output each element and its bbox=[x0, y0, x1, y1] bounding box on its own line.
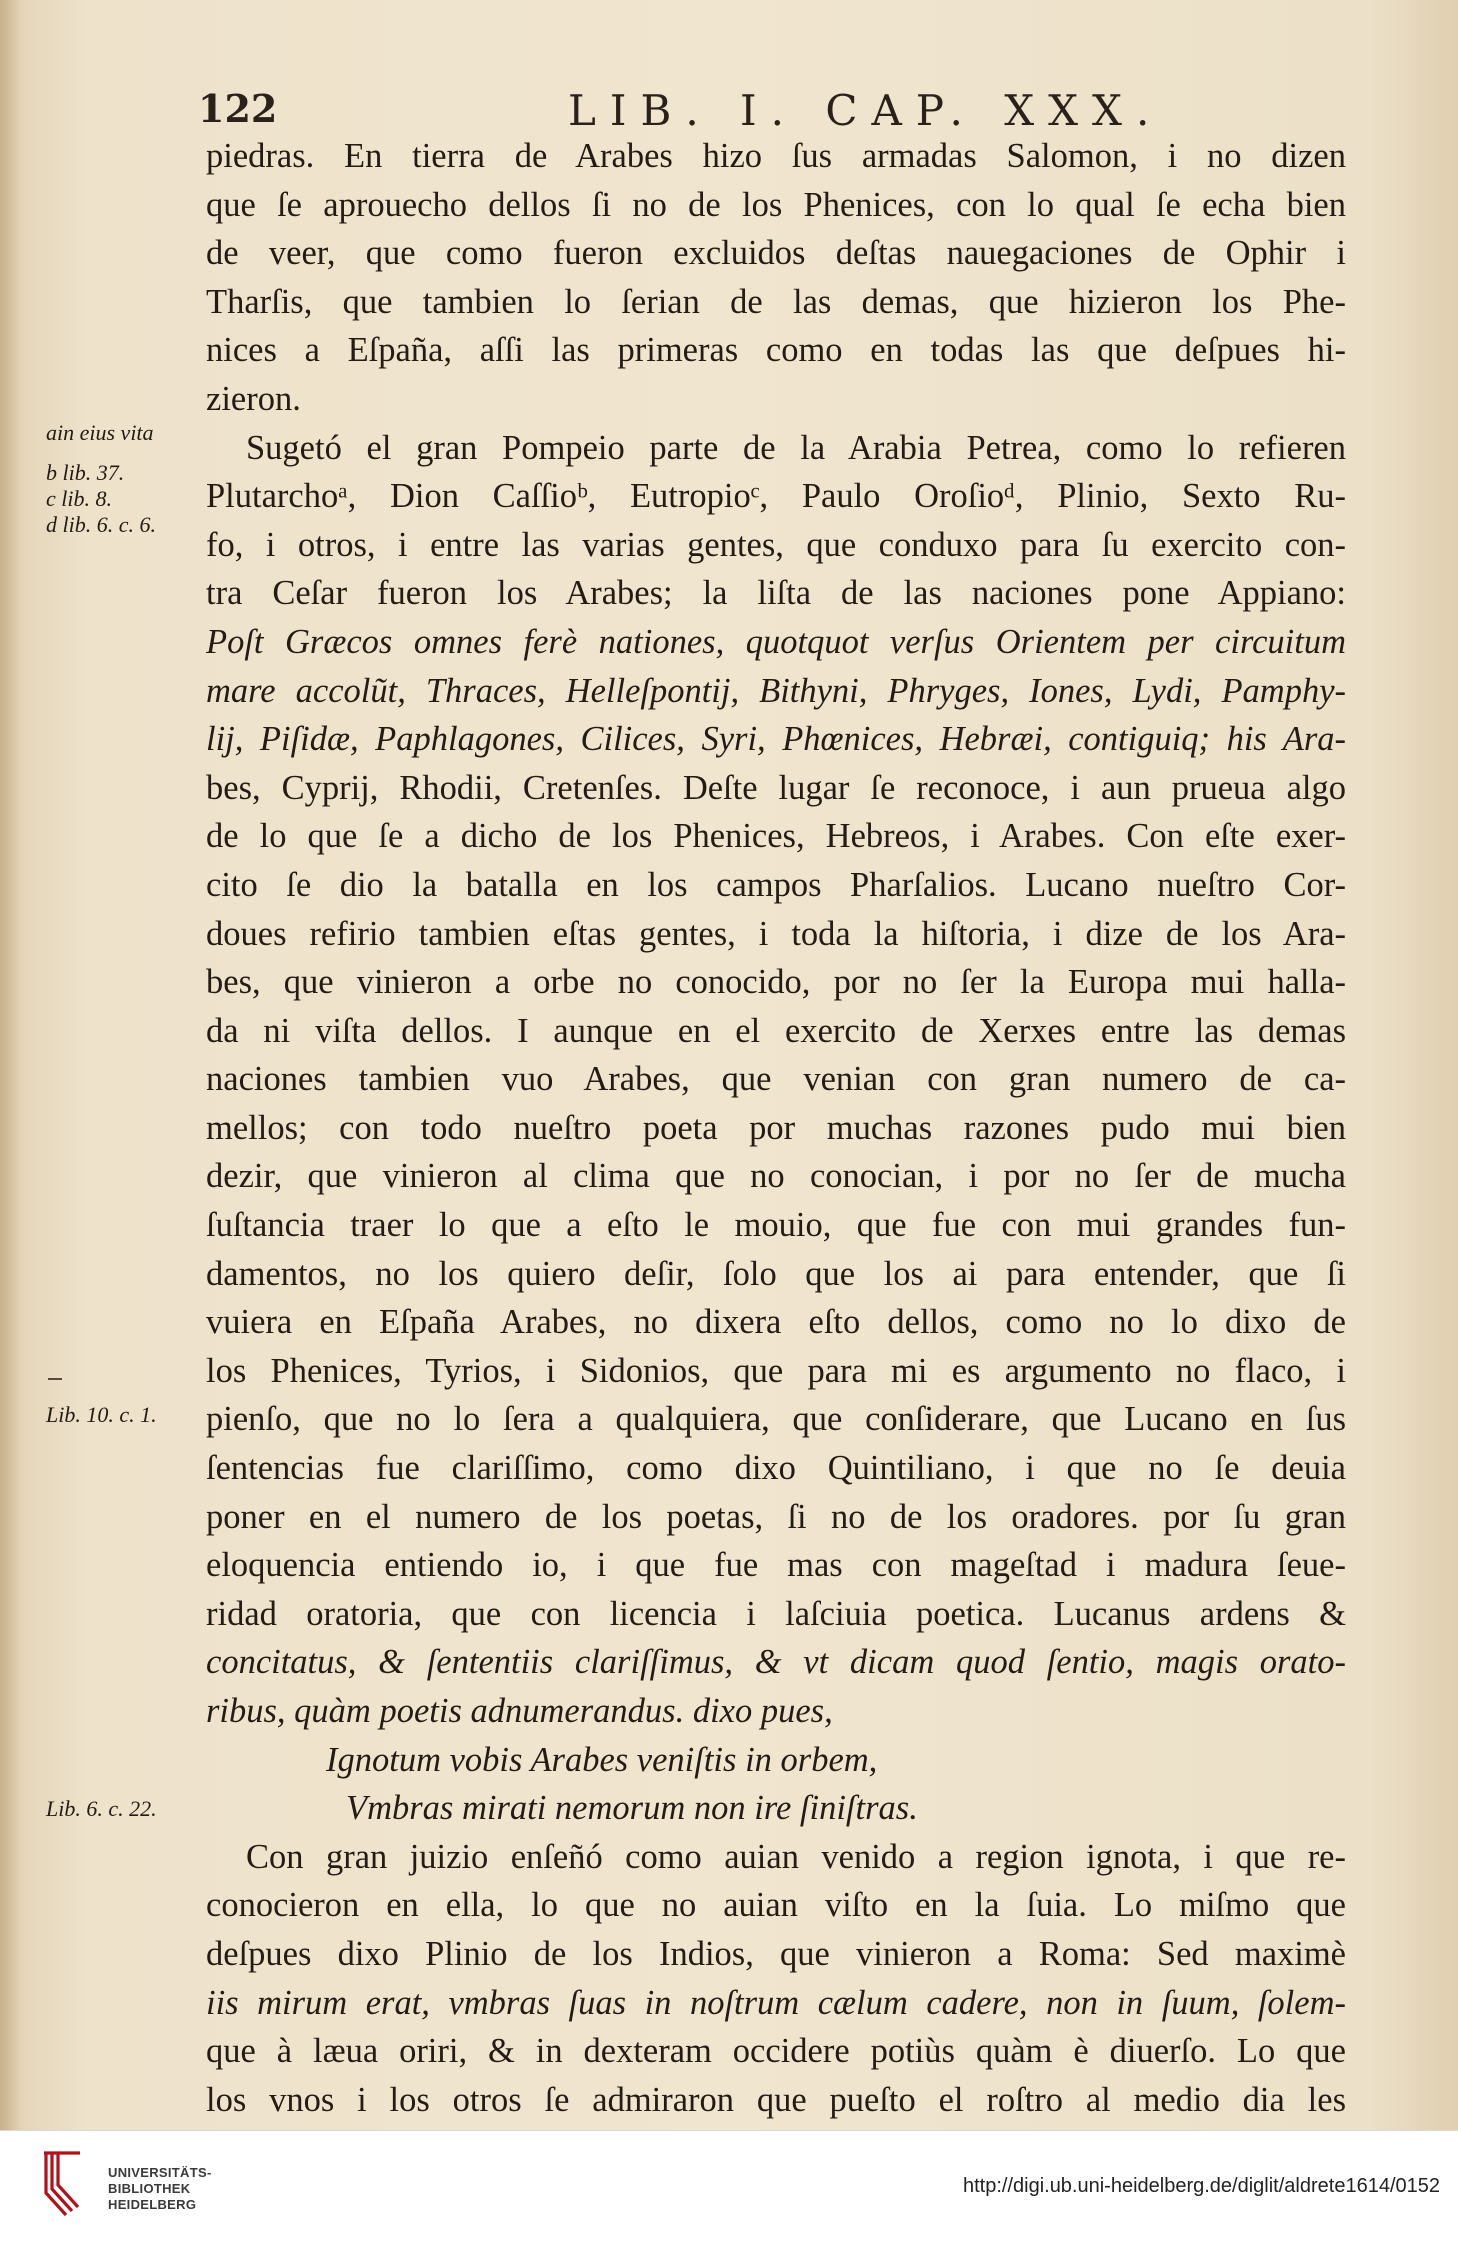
margin-dash bbox=[48, 1378, 62, 1380]
margin-note: d lib. 6. c. 6. bbox=[46, 512, 156, 537]
university-library-logo-icon bbox=[36, 2149, 90, 2219]
text-line: Tharſis, que tambien lo ſerian de las demas, que hizieron los Phe- bbox=[206, 282, 1346, 321]
text-line: los Phenices, Tyrios, i Sidonios, que para mi es argumento no flaco, i bbox=[206, 1351, 1346, 1390]
text-line: de veer, que como fueron excluidos deſtas nauegaciones de Ophir i bbox=[206, 234, 1346, 273]
text-line: pienſo, que no lo ſera a qualquiera, que conſiderare, que Lucano en ſus bbox=[206, 1400, 1346, 1439]
institution-name bbox=[108, 2165, 212, 2213]
text-line: eloquencia entiendo io, i que fue mas con mageſtad i madura ſeue- bbox=[206, 1546, 1346, 1585]
text-line: mellos; con todo nueſtro poeta por muchas razones pudo mui bien bbox=[206, 1108, 1346, 1147]
verse-line: Ignotum vobis Arabes veniſtis in orbem, bbox=[326, 1740, 878, 1779]
source-url-link[interactable]: http://digi.ub.uni-heidelberg.de/diglit/aldrete1614/0152 bbox=[962, 2175, 1440, 2197]
verse-line: Vmbras mirati nemorum non ire ſiniſtras. bbox=[346, 1789, 918, 1828]
text-line: dezir, que vinieron al clima que no conocian, i por no ſer de mucha bbox=[206, 1157, 1346, 1196]
text-line: Plutarchoᵃ, Dion Caſſioᵇ, Eutropioᶜ, Paulo Oroſioᵈ, Plinio, Sexto Ru- bbox=[206, 477, 1346, 516]
text-line: ſentencias fue clariſſimo, como dixo Quintiliano, i que no ſe deuia bbox=[206, 1449, 1346, 1488]
text-line: ridad oratoria, que con licencia i laſciuia poetica. Lucanus ardens & bbox=[206, 1594, 1346, 1633]
text-line: nices a Eſpaña, aſſi las primeras como en todas las que deſpues hi- bbox=[206, 331, 1346, 370]
text-line: Con gran juizio enſeñó como auian venido a region ignota, i que re- bbox=[246, 1837, 1346, 1876]
text-line: poner en el numero de los poetas, ſi no de los oradores. por ſu gran bbox=[206, 1497, 1346, 1536]
text-line: Sugetó el gran Pompeio parte de la Arabia Petrea, como lo refieren bbox=[246, 428, 1346, 467]
text-line: bes, que vinieron a orbe no conocido, por no ſer la Europa mui halla- bbox=[206, 963, 1346, 1002]
footer-bar bbox=[0, 2130, 1458, 2243]
running-head: LIB. I. CAP. XXX. bbox=[568, 86, 1164, 135]
margin-note: Lib. 6. c. 22. bbox=[46, 1796, 157, 1821]
text-line: vuiera en Eſpaña Arabes, no dixera eſto dellos, como no lo dixo de bbox=[206, 1303, 1346, 1342]
page-header bbox=[198, 86, 1346, 136]
text-line: damentos, no los quiero deſir, ſolo que los ai para entender, que ſi bbox=[206, 1254, 1346, 1293]
margin-note: c lib. 8. bbox=[46, 486, 112, 511]
body-text bbox=[206, 132, 1346, 2173]
text-line: de lo que ſe a dicho de los Phenices, Hebreos, i Arabes. Con eſte exer- bbox=[206, 817, 1346, 856]
text-line: da ni viſta dellos. I aunque en el exercito de Xerxes entre las demas bbox=[206, 1011, 1346, 1050]
text-line: naciones tambien vuo Arabes, que venian con gran numero de ca- bbox=[206, 1060, 1346, 1099]
text-line: lij, Piſidæ, Paphlagones, Cilices, Syri, Phœnices, Hebræi, contiguiq; his Ara- bbox=[206, 720, 1346, 759]
text-line: ribus, quàm poetis adnumerandus. dixo pues, bbox=[206, 1692, 833, 1730]
text-line: iis mirum erat, vmbras ſuas in noſtrum cælum cadere, non in ſuum, ſolem- bbox=[206, 1983, 1346, 2022]
margin-note: ain eius vita bbox=[46, 420, 154, 445]
text-line: concitatus, & ſententiis clariſſimus, & vt dicam quod ſentio, magis orato- bbox=[206, 1643, 1346, 1682]
margin-note: Lib. 10. c. 1. bbox=[46, 1402, 157, 1427]
margin-note: b lib. 37. bbox=[46, 460, 125, 485]
text-line: doues refirio tambien eſtas gentes, i toda la hiſtoria, i dize de los Ara- bbox=[206, 914, 1346, 953]
text-line: que ſe aprouecho dellos ſi no de los Phenices, con lo qual ſe echa bien bbox=[206, 185, 1346, 224]
page-number: 122 bbox=[198, 86, 278, 131]
text-line: Poſt Græcos omnes ferè nationes, quotquot verſus Orientem per circuitum bbox=[206, 622, 1346, 661]
text-line: conocieron en ella, lo que no auian viſto en la ſuia. Lo miſmo que bbox=[206, 1886, 1346, 1925]
institution-name-line: BIBLIOTHEK bbox=[108, 2181, 191, 2196]
text-line: deſpues dixo Plinio de los Indios, que vinieron a Roma: Sed maximè bbox=[206, 1934, 1346, 1973]
institution-name-line: HEIDELBERG bbox=[108, 2197, 197, 2212]
text-line: mare accolũt, Thraces, Helleſpontij, Bithyni, Phryges, Iones, Lydi, Pamphy- bbox=[206, 671, 1346, 710]
text-line: piedras. En tierra de Arabes hizo ſus armadas Salomon, i no dizen bbox=[206, 137, 1346, 175]
text-line: que à læua oriri, & in dexteram occidere potiùs quàm è diuerſo. Lo que bbox=[206, 2032, 1346, 2071]
text-line: zieron. bbox=[206, 379, 301, 418]
institution-name-line: UNIVERSITÄTS- bbox=[108, 2165, 212, 2180]
text-line: fo, i otros, i entre las varias gentes, que conduxo para ſu exercito con- bbox=[206, 525, 1346, 564]
text-line: ſuſtancia traer lo que a eſto le mouio, que fue con mui grandes fun- bbox=[206, 1206, 1346, 1245]
text-line: los vnos i los otros ſe admiraron que pueſto el roſtro al medio dia les bbox=[206, 2080, 1346, 2119]
text-line: tra Ceſar fueron los Arabes; la liſta de las naciones pone Appiano: bbox=[206, 574, 1346, 613]
page-edge-shadow bbox=[0, 0, 22, 2130]
text-line: bes, Cyprij, Rhodii, Cretenſes. Deſte lugar ſe reconoce, i aun prueua algo bbox=[206, 768, 1346, 807]
text-line: cito ſe dio la batalla en los campos Pharſalios. Lucano nueſtro Cor- bbox=[206, 865, 1346, 904]
